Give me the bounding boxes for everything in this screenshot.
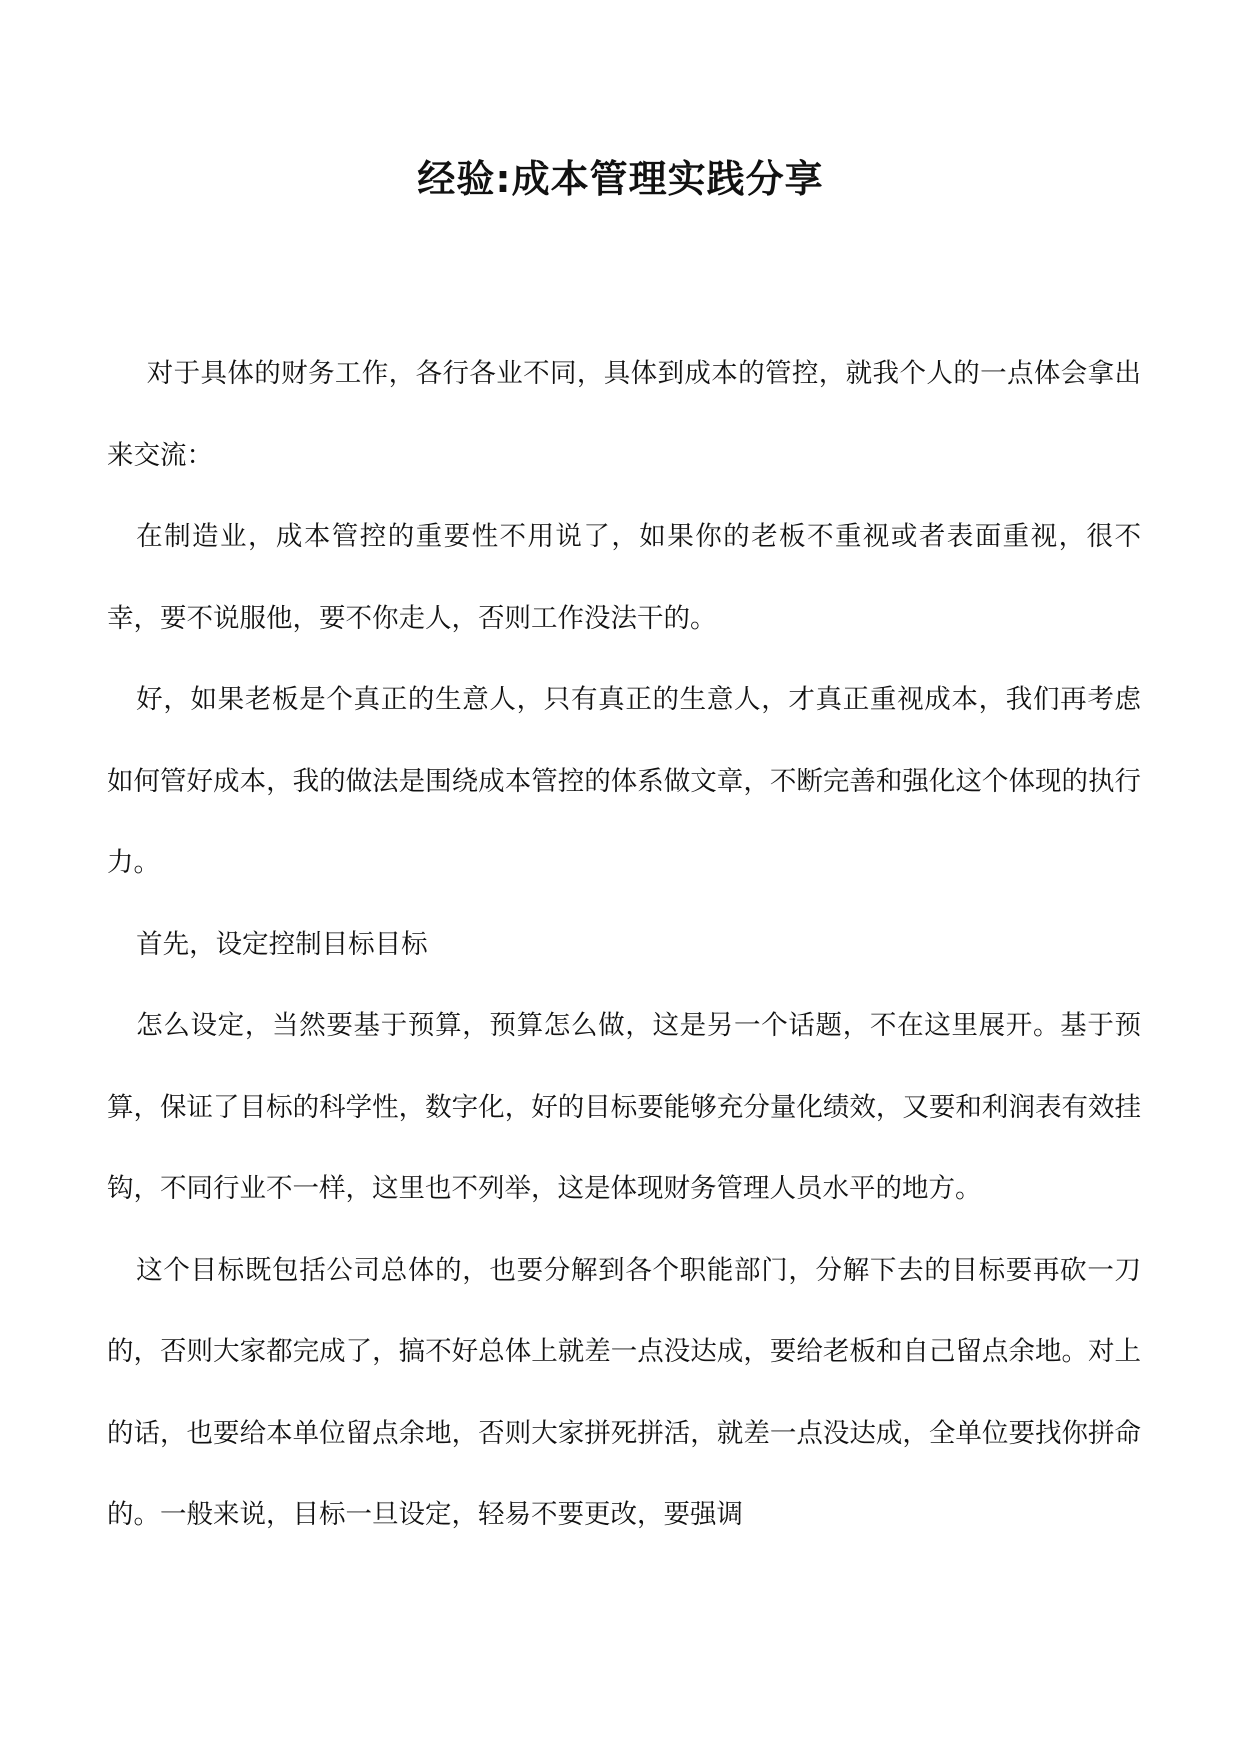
- document-body: [107, 333, 1141, 1556]
- paragraph-manufacturing: 在制造业，成本管控的重要性不用说了，如果你的老板不重视或者表面重视，很不幸，要不说服他，要不你走人，否则工作没法干的。: [107, 521, 1141, 634]
- paragraph-heading-first: 首先，设定控制目标目标: [136, 928, 428, 960]
- paragraph-intro: 对于具体的财务工作，各行各业不同，具体到成本的管控，就我个人的一点体会拿出来交流：: [107, 358, 1141, 471]
- paragraph-target-breakdown: 这个目标既包括公司总体的，也要分解到各个职能部门，分解下去的目标要再砍一刀的，否则大家都完成了，搞不好总体上就差一点没达成，要给老板和自己留点余地。对上的话，也要给本单位留点余地，否则大家拼死拼活，就差一点没达成，全单位要找你拼命的。一般来说，目标一旦设定，轻易不要更改，要强调: [107, 1254, 1141, 1530]
- paragraph-boss: 好，如果老板是个真正的生意人，只有真正的生意人，才真正重视成本，我们再考虑如何管好成本，我的做法是围绕成本管控的体系做文章，不断完善和强化这个体现的执行力。: [107, 684, 1141, 878]
- paragraph-how-to-set: 怎么设定，当然要基于预算，预算怎么做，这是另一个话题，不在这里展开。基于预算，保证了目标的科学性，数字化，好的目标要能够充分量化绩效，又要和利润表有效挂钩，不同行业不一样，这里也不列举，这是体现财务管理人员水平的地方。: [107, 1010, 1141, 1204]
- document-title: 经验:成本管理实践分享: [417, 157, 824, 201]
